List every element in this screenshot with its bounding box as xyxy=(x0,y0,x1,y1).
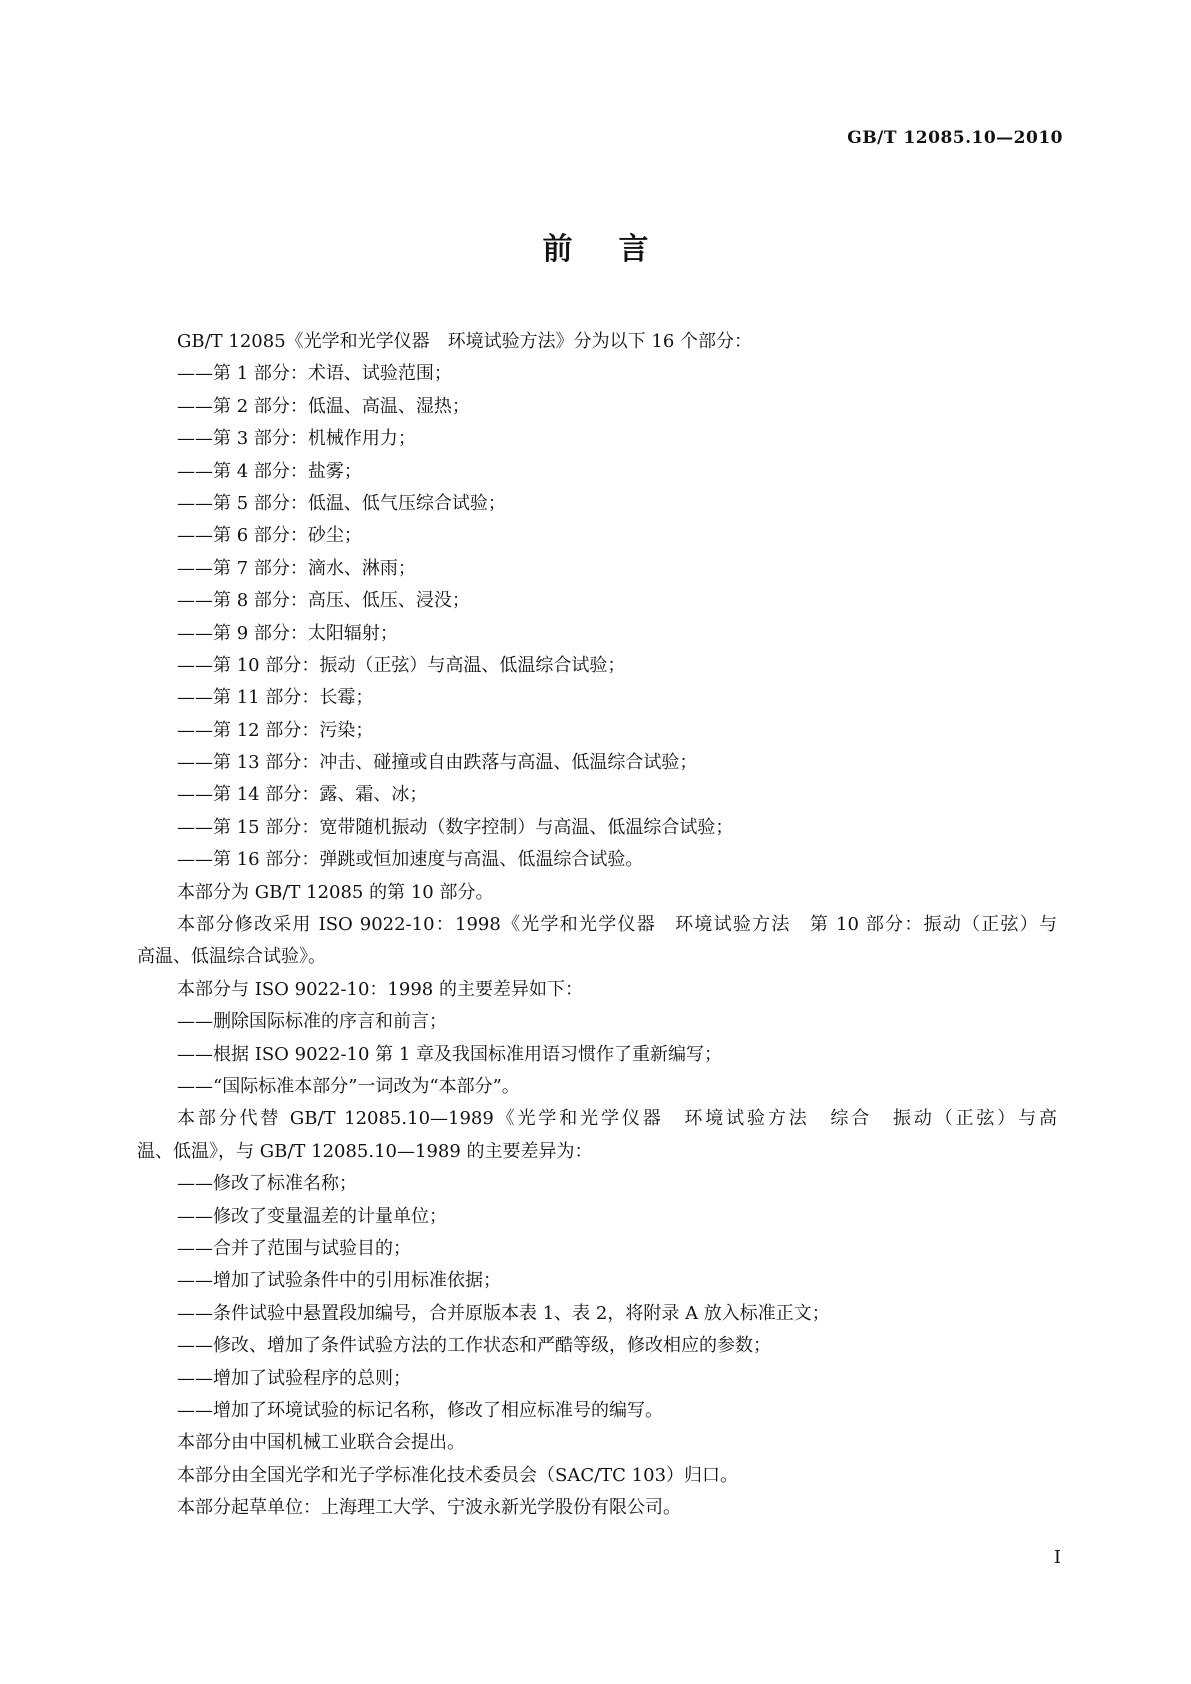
paragraph-line: 本部分与 ISO 9022-10：1998 的主要差异如下： xyxy=(177,978,583,1000)
paragraph-line: ——第 15 部分：宽带随机振动（数字控制）与高温、低温综合试验； xyxy=(177,816,734,838)
paragraph-line: ——增加了试验条件中的引用标准依据； xyxy=(177,1270,501,1292)
paragraph-line: ——第 2 部分：低温、高温、湿热； xyxy=(177,395,470,417)
paragraph-line: 本部分由全国光学和光子学标准化技术委员会（SAC/TC 103）归口。 xyxy=(177,1464,739,1486)
paragraph-line: ——第 14 部分：露、霜、冰； xyxy=(177,784,428,806)
paragraph-line: ——第 11 部分：长霉； xyxy=(177,687,374,709)
paragraph-line: ——修改了标准名称； xyxy=(177,1173,357,1195)
paragraph-line: ——增加了试验程序的总则； xyxy=(177,1367,411,1389)
paragraph-line: ——第 7 部分：滴水、淋雨； xyxy=(177,557,416,579)
paragraph-line: ——第 12 部分：污染； xyxy=(177,719,374,741)
paragraph-line: 本部分修改采用 ISO 9022-10：1998《光学和光学仪器 环境试验方法 第 10 部分：振动（正弦）与 xyxy=(177,914,1057,936)
paragraph-line: ——修改了变量温差的计量单位； xyxy=(177,1205,447,1227)
paragraph-line: ——增加了环境试验的标记名称，修改了相应标准号的编写。 xyxy=(177,1399,663,1421)
paragraph-line: ——根据 ISO 9022-10 第 1 章及我国标准用语习惯作了重新编写； xyxy=(177,1043,723,1065)
paragraph-line: 本部分起草单位：上海理工大学、宁波永新光学股份有限公司。 xyxy=(177,1497,681,1519)
paragraph-line: ——第 6 部分：砂尘； xyxy=(177,525,362,547)
paragraph-line: 本部分为 GB/T 12085 的第 10 部分。 xyxy=(177,881,494,903)
paragraph-line: 本部分代替 GB/T 12085.10—1989《光学和光学仪器 环境试验方法 综合 振动（正弦）与高 xyxy=(177,1108,1057,1130)
paragraph-line: ——第 1 部分：术语、试验范围； xyxy=(177,363,452,385)
paragraph-line: ——第 16 部分：弹跳或恒加速度与高温、低温综合试验。 xyxy=(177,849,644,871)
page-title: 前言 xyxy=(542,232,695,267)
paragraph-line: 温、低温》，与 GB/T 12085.10—1989 的主要差异为： xyxy=(137,1140,593,1162)
paragraph-line: ——删除国际标准的序言和前言； xyxy=(177,1011,447,1033)
standard-number: GB/T 12085.10—2010 xyxy=(847,128,1063,148)
paragraph-line: ——第 4 部分：盐雾； xyxy=(177,460,362,482)
paragraph-line: ——合并了范围与试验目的； xyxy=(177,1237,411,1259)
paragraph-line: GB/T 12085《光学和光学仪器 环境试验方法》分为以下 16 个部分： xyxy=(177,331,753,352)
paragraph-line: ——第 5 部分：低温、低气压综合试验； xyxy=(177,492,506,514)
paragraph-line: 本部分由中国机械工业联合会提出。 xyxy=(177,1432,465,1454)
document-body xyxy=(137,326,1057,1524)
paragraph-line: ——第 10 部分：振动（正弦）与高温、低温综合试验； xyxy=(177,654,626,676)
paragraph-line: ——第 3 部分：机械作用力； xyxy=(177,428,416,450)
paragraph-line: 高温、低温综合试验》。 xyxy=(137,946,326,968)
page-number: I xyxy=(1053,1547,1061,1568)
paragraph-line: ——第 9 部分：太阳辐射； xyxy=(177,622,398,644)
paragraph-line: ——第 8 部分：高压、低压、浸没； xyxy=(177,590,470,612)
paragraph-line: ——第 13 部分：冲击、碰撞或自由跌落与高温、低温综合试验； xyxy=(177,752,698,774)
paragraph-line: ——“国际标准本部分”一词改为“本部分”。 xyxy=(177,1075,520,1097)
paragraph-line: ——修改、增加了条件试验方法的工作状态和严酷等级，修改相应的参数； xyxy=(177,1335,771,1357)
paragraph-line: ——条件试验中悬置段加编号，合并原版本表 1、表 2，将附录 A 放入标准正文； xyxy=(177,1302,830,1324)
